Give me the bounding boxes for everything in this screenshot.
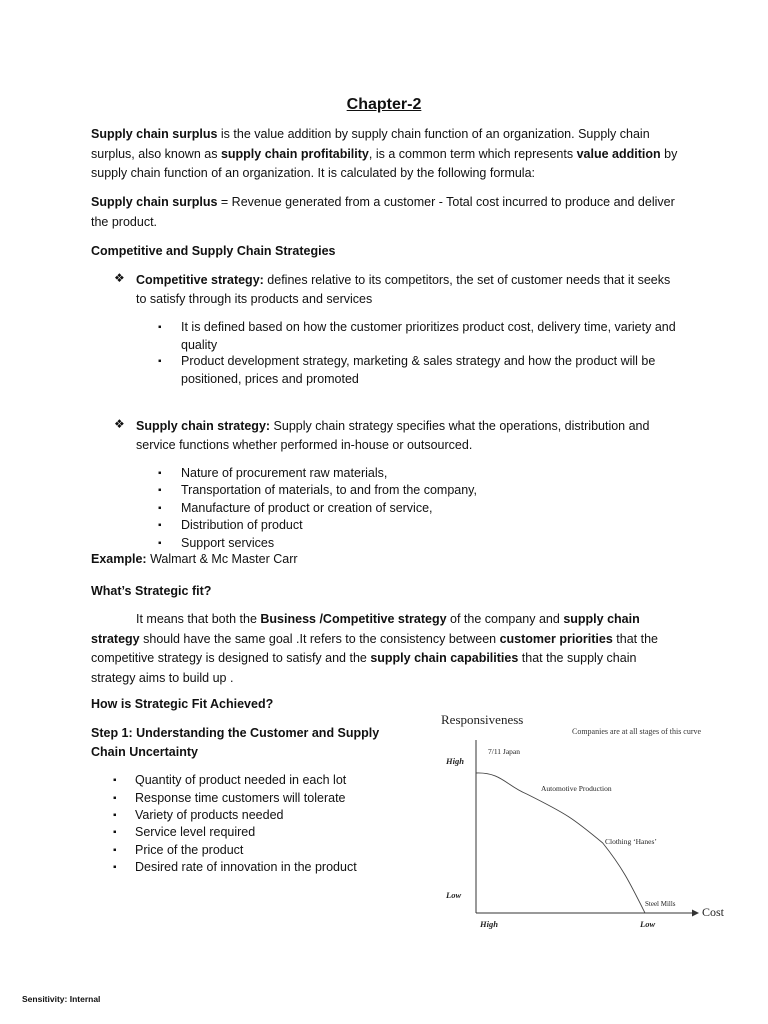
- formula-text: = Revenue generated from a customer - Total cost incurred to produce and deliver the product.: [91, 195, 675, 229]
- list-item: Support services: [181, 536, 275, 550]
- fit-text-3: should have the same goal .It refers to the consistency between: [139, 631, 500, 646]
- step1-heading: Step 1: Understanding the Customer and Supply Chain Uncertainty: [91, 726, 380, 759]
- fit-text-5: that the supply chain strategy aims to build up .: [91, 651, 637, 685]
- how-heading: How is Strategic Fit Achieved?: [91, 697, 274, 711]
- example-text: Walmart & Mc Master Carr: [146, 552, 298, 566]
- intro-text-2: , is a common term which represents: [368, 146, 577, 161]
- point-label: Clothing ‘Hanes’: [605, 837, 657, 846]
- diamond-bullet-icon: ❖: [114, 271, 125, 285]
- list-item: Quantity of product needed in each lot: [135, 773, 347, 787]
- x-axis-label: Cost: [702, 905, 725, 919]
- list-item: Desired rate of innovation in the product: [135, 860, 357, 874]
- intro-term-2: supply chain profitability: [220, 146, 369, 161]
- square-bullet-icon: ▪: [158, 538, 162, 549]
- fit-term-4: supply chain capabilities: [370, 651, 519, 665]
- square-bullet-icon: ▪: [158, 485, 162, 496]
- competitive-strategy-paragraph: [136, 271, 681, 309]
- square-bullet-icon: ▪: [113, 775, 117, 786]
- list-item: Price of the product: [135, 843, 244, 857]
- square-bullet-icon: ▪: [113, 845, 117, 856]
- intro-term-3: value addition: [576, 146, 661, 161]
- list-item: Variety of products needed: [135, 808, 284, 822]
- competitive-strategy-text: defines relative to its competitors, the set of customer needs that it seeks to satisfy through its products and services: [136, 273, 671, 306]
- diamond-bullet-icon: ❖: [114, 417, 125, 431]
- list-item: Manufacture of product or creation of service,: [181, 501, 433, 515]
- competitive-strategy-label: Competitive strategy:: [136, 273, 264, 287]
- square-bullet-icon: ▪: [113, 862, 117, 873]
- list-item: Distribution of product: [181, 518, 303, 532]
- square-bullet-icon: ▪: [113, 793, 117, 804]
- intro-paragraph: [91, 125, 681, 184]
- fit-text-1: It means that both the: [136, 612, 261, 626]
- square-bullet-icon: ▪: [113, 827, 117, 838]
- fit-paragraph: [91, 610, 681, 688]
- point-label: Automotive Production: [541, 784, 612, 793]
- list-item: Product development strategy, marketing & sales strategy and how the product will be positioned, prices and promoted: [181, 354, 656, 386]
- intro-text-3: by supply chain function of an organization. It is calculated by the following formula:: [91, 146, 678, 180]
- example-line: [91, 552, 298, 566]
- page-title: Chapter-2: [346, 96, 422, 113]
- chart-subtitle: Companies are at all stages of this curve: [572, 727, 702, 736]
- supply-chain-strategy-text: Supply chain strategy specifies what the operations, distribution and service functions whether performed in-house or outsourced.: [136, 419, 650, 452]
- fit-text-2: of the company and: [446, 612, 564, 626]
- supply-chain-strategy-paragraph: [136, 417, 681, 455]
- square-bullet-icon: ▪: [158, 520, 162, 531]
- x-tick-label: High: [480, 919, 498, 929]
- point-label: 7/11 Japan: [488, 747, 521, 756]
- formula-paragraph: [91, 193, 681, 232]
- chart-title: Responsiveness: [441, 712, 524, 727]
- square-bullet-icon: ▪: [158, 356, 162, 367]
- intro-text-1: is the value addition by supply chain function of an organization. Supply chain surplus, also known as: [91, 127, 650, 161]
- square-bullet-icon: ▪: [158, 503, 162, 514]
- y-tick-label: High: [446, 756, 464, 766]
- strategic-fit-chart: [430, 705, 740, 935]
- formula-label: Supply chain surplus: [91, 195, 218, 209]
- fit-heading: What’s Strategic fit?: [91, 584, 212, 598]
- section-heading: Competitive and Supply Chain Strategies: [91, 244, 336, 258]
- list-item: Response time customers will tolerate: [135, 791, 346, 805]
- footer-sensitivity: Sensitivity: Internal: [22, 994, 101, 1004]
- y-tick-label: Low: [446, 890, 462, 900]
- list-item: It is defined based on how the customer prioritizes product cost, delivery time, variety and quality: [181, 320, 676, 352]
- example-label: Example:: [91, 552, 147, 566]
- list-item: Service level required: [135, 825, 256, 839]
- intro-term: Supply chain surplus: [91, 127, 218, 141]
- list-item: Transportation of materials, to and from the company,: [181, 483, 477, 497]
- square-bullet-icon: ▪: [158, 468, 162, 479]
- supply-chain-strategy-label: Supply chain strategy:: [136, 419, 271, 433]
- point-label: Steel Mills: [645, 900, 676, 908]
- square-bullet-icon: ▪: [113, 810, 117, 821]
- x-axis-arrow-icon: [692, 910, 699, 917]
- fit-term-3: customer priorities: [499, 631, 613, 646]
- x-tick-label: Low: [640, 919, 656, 929]
- list-item: Nature of procurement raw materials,: [181, 466, 388, 480]
- square-bullet-icon: ▪: [158, 322, 162, 333]
- fit-text-4: that the competitive strategy is designed to satisfy and the: [91, 631, 658, 665]
- fit-term-2: supply chain strategy: [91, 612, 640, 646]
- fit-term-1: Business /Competitive strategy: [260, 612, 447, 626]
